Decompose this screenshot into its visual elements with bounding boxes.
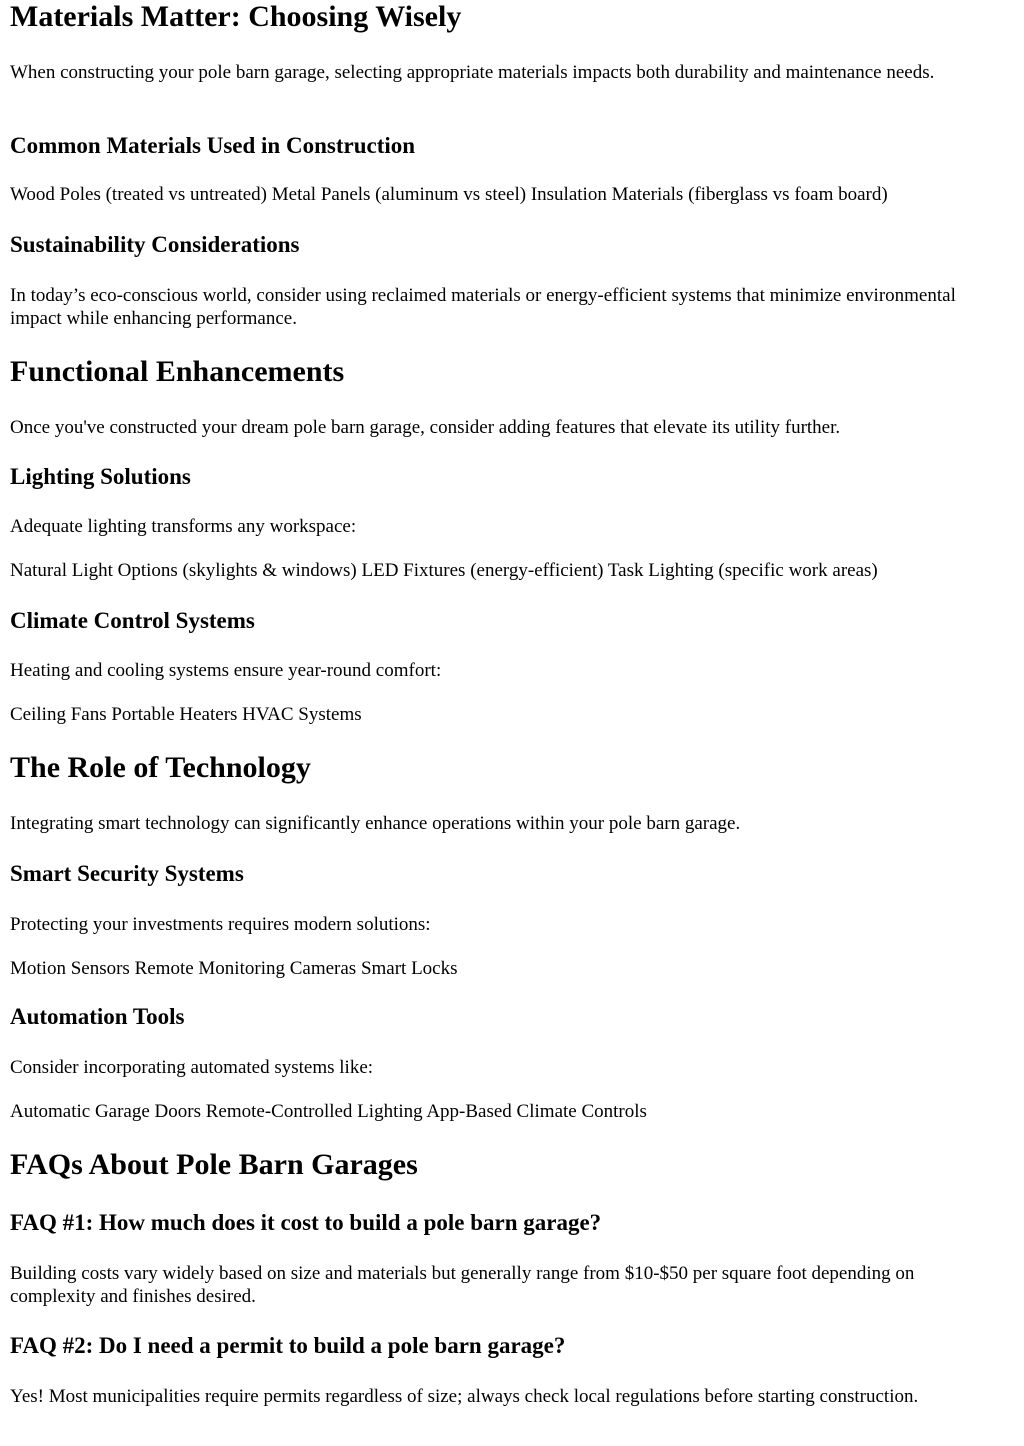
faq-answer: Building costs vary widely based on size and materials but generally range from $10-$50 per square foot depending on complexity and finishes desired.	[10, 1263, 915, 1307]
subsection-heading: Lighting Solutions	[10, 464, 191, 489]
section-heading: The Role of Technology	[10, 751, 311, 784]
section-heading: FAQs About Pole Barn Garages	[10, 1148, 418, 1181]
faq-question: FAQ #2: Do I need a permit to build a pole barn garage?	[10, 1333, 566, 1358]
paragraph: Adequate lighting transforms any workspace:	[10, 516, 357, 537]
subsection-heading: Automation Tools	[10, 1004, 185, 1029]
paragraph: Ceiling Fans Portable Heaters HVAC Systems	[10, 704, 362, 725]
paragraph: Automatic Garage Doors Remote-Controlled Lighting App-Based Climate Controls	[10, 1101, 647, 1122]
paragraph: Protecting your investments requires modern solutions:	[10, 914, 431, 935]
subsection-heading: Common Materials Used in Construction	[10, 133, 416, 158]
paragraph: In today’s eco-conscious world, consider using reclaimed materials or energy-efficient systems that minimize environmental impact while enhancing performance.	[10, 285, 956, 329]
paragraph: Natural Light Options (skylights & windows) LED Fixtures (energy-efficient) Task Lighting (specific work areas)	[10, 560, 878, 581]
paragraph: Consider incorporating automated systems like:	[10, 1057, 374, 1078]
faq-answer: Yes! Most municipalities require permits regardless of size; always check local regulations before starting construction.	[10, 1386, 919, 1407]
paragraph: Wood Poles (treated vs untreated) Metal Panels (aluminum vs steel) Insulation Materials (fiberglass vs foam board)	[10, 184, 888, 205]
subsection-heading: Climate Control Systems	[10, 608, 255, 633]
faq-question: FAQ #1: How much does it cost to build a pole barn garage?	[10, 1210, 602, 1235]
paragraph: Motion Sensors Remote Monitoring Cameras Smart Locks	[10, 958, 458, 979]
subsection-heading: Sustainability Considerations	[10, 232, 300, 257]
paragraph: Heating and cooling systems ensure year-round comfort:	[10, 660, 442, 681]
section-heading: Functional Enhancements	[10, 355, 345, 388]
section-intro: Integrating smart technology can significantly enhance operations within your pole barn garage.	[10, 813, 741, 834]
subsection-heading: Smart Security Systems	[10, 861, 244, 886]
section-intro: When constructing your pole barn garage, selecting appropriate materials impacts both durability and maintenance needs.	[10, 62, 935, 83]
section-intro: Once you've constructed your dream pole barn garage, consider adding features that elevate its utility further.	[10, 417, 841, 438]
section-heading: Materials Matter: Choosing Wisely	[10, 0, 462, 33]
